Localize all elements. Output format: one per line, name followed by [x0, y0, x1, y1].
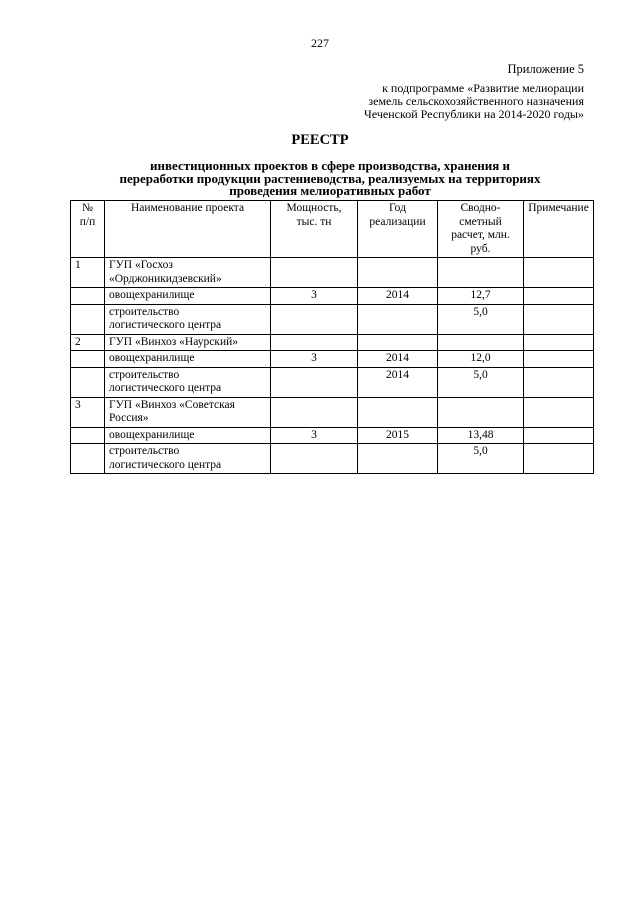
cell-cost [438, 397, 524, 427]
cell-num [71, 444, 105, 474]
cell-year [358, 397, 438, 427]
appendix-label: Приложение 5 [507, 62, 584, 76]
cell-name-line: овощехранилище [109, 352, 195, 364]
cell-name-line: овощехранилище [109, 289, 195, 301]
subtitle-line: проведения мелиоративных работ [229, 183, 431, 198]
header-year-line: Год [389, 202, 406, 214]
subprogram-line: к подпрограмме «Развитие мелиорации [382, 81, 584, 95]
cell-note [524, 427, 594, 444]
cell-name-line: ГУП «Госхоз [109, 259, 173, 271]
cell-year [358, 304, 438, 334]
document-subtitle [70, 160, 590, 198]
cell-num [71, 367, 105, 397]
cell-num: 3 [71, 397, 105, 427]
subtitle-line: переработки продукции растениеводства, реализуемых на территориях [119, 170, 541, 186]
cell-name-line: строительство [109, 445, 180, 457]
header-num-line: п/п [79, 215, 96, 228]
cell-capacity: 3 [271, 427, 358, 444]
cell-name-line: строительство [109, 368, 180, 381]
cell-note [524, 304, 594, 334]
cell-cost: 5,0 [438, 367, 524, 397]
cell-capacity [271, 334, 358, 351]
cell-name-line: логистического центра [109, 319, 222, 331]
cell-cost: 12,0 [438, 351, 524, 368]
cell-name-line: ГУП «Винхоз «Наурский» [109, 335, 239, 348]
header-year [358, 201, 438, 258]
cell-cost: 12,7 [438, 288, 524, 305]
cell-note [524, 397, 594, 427]
cell-year: 2014 [358, 288, 438, 305]
header-cost-line: Сводно- [460, 202, 501, 214]
table-row [71, 334, 594, 351]
cell-year: 2014 [358, 367, 438, 397]
cell-capacity [271, 304, 358, 334]
subprogram-reference [264, 82, 584, 121]
table-row [71, 367, 594, 397]
header-year-line: реализации [369, 215, 426, 228]
cell-note [524, 334, 594, 351]
header-cost-line: руб. [470, 242, 491, 255]
cell-cost [438, 334, 524, 351]
header-capacity-line: Мощность, [286, 202, 342, 214]
cell-year: 2014 [358, 351, 438, 368]
cell-name [105, 351, 271, 368]
cell-num [71, 288, 105, 305]
cell-name-line: Россия» [109, 412, 149, 424]
cell-year [358, 258, 438, 288]
cell-name-line: логистического центра [109, 382, 222, 394]
cell-cost: 13,48 [438, 427, 524, 444]
header-capacity-line: тыс. тн [296, 215, 332, 228]
header-cost-line: сметный [459, 215, 502, 228]
subprogram-line: земель сельскохозяйственного назначения [368, 94, 584, 108]
table-row [71, 304, 594, 334]
cell-name [105, 427, 271, 444]
header-cost-line: расчет, млн. [451, 229, 510, 241]
cell-num [71, 351, 105, 368]
cell-year: 2015 [358, 427, 438, 444]
cell-cost: 5,0 [438, 444, 524, 474]
cell-name [105, 444, 271, 474]
cell-name-line: «Орджоникидзевский» [109, 272, 222, 285]
cell-year [358, 444, 438, 474]
cell-capacity [271, 444, 358, 474]
table-row [71, 288, 594, 305]
header-capacity [271, 201, 358, 258]
cell-capacity: 3 [271, 351, 358, 368]
page-number: 227 [311, 36, 329, 50]
cell-cost [438, 258, 524, 288]
subprogram-line: Чеченской Республики на 2014-2020 годы» [364, 107, 584, 121]
subtitle-line: инвестиционных проектов в сфере производства, хранения и [150, 158, 510, 173]
header-name: Наименование проекта [105, 201, 271, 258]
cell-note [524, 288, 594, 305]
header-note: Примечание [524, 201, 594, 258]
cell-note [524, 367, 594, 397]
document-title: РЕЕСТР [291, 132, 349, 148]
cell-note [524, 258, 594, 288]
cell-note [524, 444, 594, 474]
cell-name [105, 288, 271, 305]
cell-name [105, 367, 271, 397]
table-row [71, 351, 594, 368]
header-num-line: № [82, 202, 93, 214]
cell-name [105, 304, 271, 334]
cell-name-line: логистического центра [109, 458, 222, 471]
header-cost [438, 201, 524, 258]
table-row [71, 258, 594, 288]
cell-capacity: 3 [271, 288, 358, 305]
table-row [71, 397, 594, 427]
cell-num: 1 [71, 258, 105, 288]
table-row [71, 427, 594, 444]
cell-name [105, 258, 271, 288]
header-num [71, 201, 105, 258]
cell-cost: 5,0 [438, 304, 524, 334]
cell-name-line: овощехранилище [109, 428, 195, 441]
table-row [71, 444, 594, 474]
cell-num: 2 [71, 334, 105, 351]
cell-num [71, 304, 105, 334]
cell-capacity [271, 397, 358, 427]
table-header-row [71, 201, 594, 258]
cell-num [71, 427, 105, 444]
cell-capacity [271, 367, 358, 397]
cell-name-line: строительство [109, 305, 180, 318]
cell-capacity [271, 258, 358, 288]
cell-name-line: ГУП «Винхоз «Советская [109, 398, 235, 411]
cell-year [358, 334, 438, 351]
registry-table [70, 200, 594, 474]
cell-name [105, 397, 271, 427]
cell-name [105, 334, 271, 351]
cell-note [524, 351, 594, 368]
